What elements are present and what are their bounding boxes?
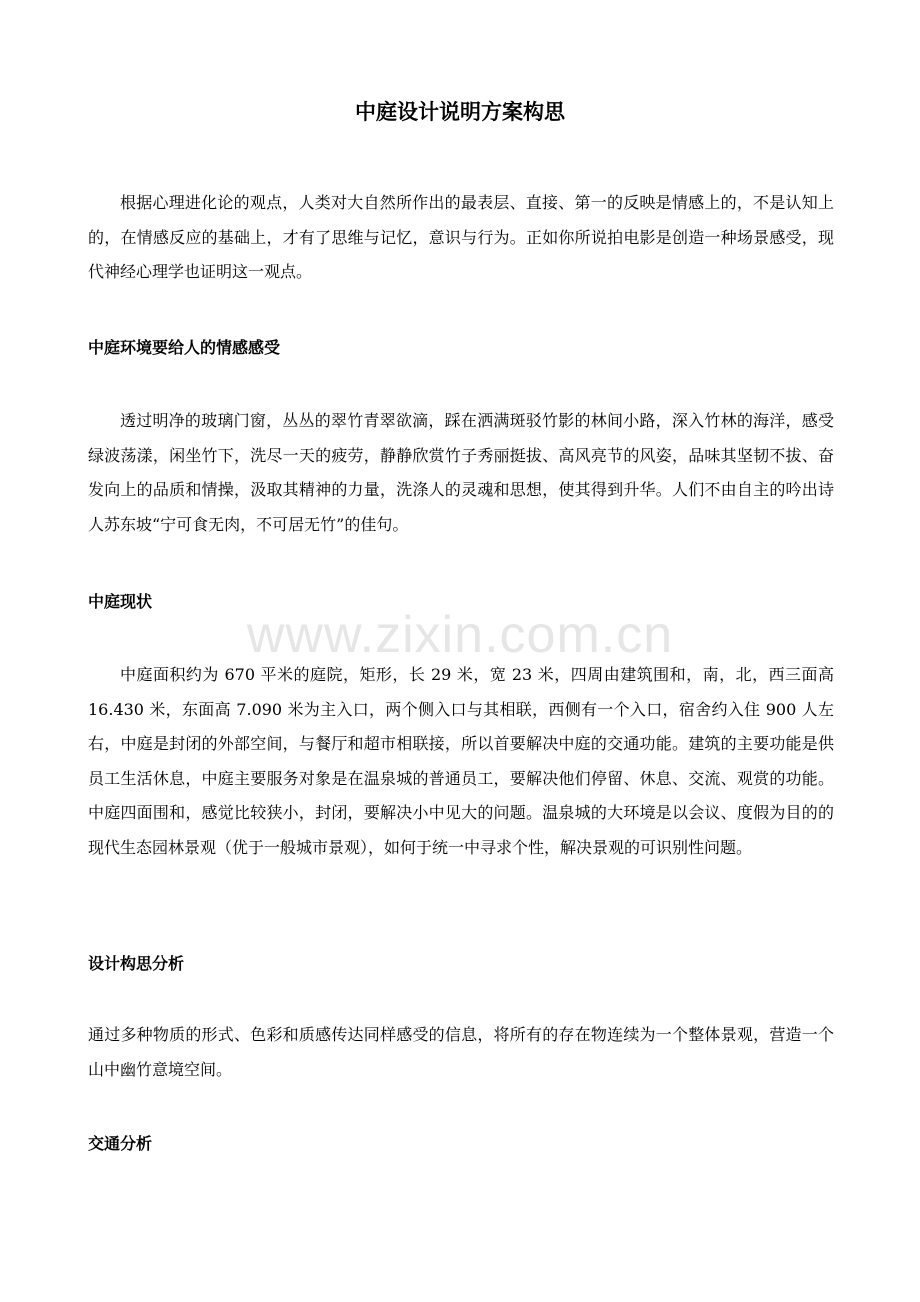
document-title: 中庭设计说明方案构思 bbox=[355, 99, 565, 124]
section-body-design: 通过多种物质的形式、色彩和质感传达同样感受的信息，将所有的存在物连续为一个整体景观，营造一个山中幽竹意境空间。 bbox=[88, 1025, 834, 1079]
section-heading-status: 中庭现状 bbox=[88, 592, 153, 611]
intro-paragraph: 根据心理进化论的观点，人类对大自然所作出的最表层、直接、第一的反映是情感上的，不是认知上的，在情感反应的基础上，才有了思维与记忆，意识与行为。正如你所说拍电影是创造一种场景感受，现代神经心理学也证明这一观点。 bbox=[88, 193, 834, 281]
watermark-text: www.zixin.com.cn bbox=[246, 606, 674, 664]
section-body-emotion: 透过明净的玻璃门窗，丛丛的翠竹青翠欲滴，踩在洒满斑驳竹影的林间小路，深入竹林的海洋，感受绿波荡漾，闲坐竹下，洗尽一天的疲劳，静静欣赏竹子秀丽挺拔、高风亮节的风姿，品味其坚韧不拔、奋发向上的品质和情操，汲取其精神的力量，洗涤人的灵魂和思想，使其得到升华。人们不由自主的吟出诗人苏东坡“宁可食无肉，不可居无竹”的佳句。 bbox=[88, 411, 834, 534]
section-heading-emotion: 中庭环境要给人的情感感受 bbox=[88, 338, 281, 357]
section-heading-traffic: 交通分析 bbox=[88, 1134, 153, 1153]
section-heading-design: 设计构思分析 bbox=[88, 954, 185, 973]
section-body-status: 中庭面积约为 670 平米的庭院，矩形，长 29 米，宽 23 米，四周由建筑围和，南，北，西三面高 16.430 米，东面高 7.090 米为主入口，两个侧入口与其相联，西侧有一个入口，宿舍约入住 900 人左右，中庭是封闭的外部空间，与餐厅和超市相联接，所以首要解决中庭的交通功能。建筑的主要功能是供员工生活休息，中庭主要服务对象是在温泉城的普通员工，要解决他们停留、休息、交流、观赏的功能。中庭四面围和，感觉比较狭小，封闭，要解决小中见大的问题。温泉城的大环境是以会议、度假为目的的现代生态园林景观（优于一般城市景观），如何于统一中寻求个性，解决景观的可识别性问题。 bbox=[88, 665, 834, 857]
